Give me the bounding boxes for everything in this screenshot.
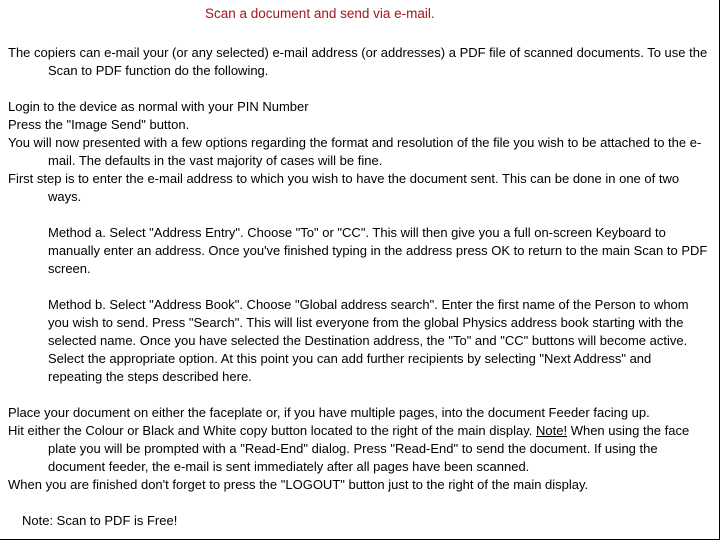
copy-button-text: Hit either the Colour or Black and White copy button located to the right of the main display.: [8, 423, 536, 438]
step-image-send: Press the "Image Send" button.: [8, 117, 190, 132]
free-note: Note: Scan to PDF is Free!: [22, 513, 178, 528]
step-hit-copy-button: [8, 422, 708, 476]
method-a-paragraph: Method a. Select "Address Entry". Choose "To" or "CC". This will then give you a full on-screen Keyboard to manually enter an address. Once you've finished typing in the address press OK to return to the main Scan to PDF screen.: [48, 225, 708, 276]
document-body: [8, 44, 708, 530]
step-place-document: Place your document on either the faceplate or, if you have multiple pages, into the document Feeder facing up.: [8, 405, 650, 420]
step-options: You will now presented with a few options regarding the format and resolution of the file you wish to be attached to the e-mail. The defaults in the vast majority of cases will be fine.: [8, 135, 702, 168]
step-enter-address: First step is to enter the e-mail address to which you wish to have the document sent. This can be done in one of two ways.: [8, 171, 680, 204]
step-login: Login to the device as normal with your PIN Number: [8, 99, 309, 114]
intro-paragraph: The copiers can e-mail your (or any selected) e-mail address (or addresses) a PDF file of scanned documents. To use the Scan to PDF function do the following.: [8, 45, 708, 78]
read-end-text: When using the face plate you will be prompted with a "Read-End" dialog. Press "Read-End" to send the document. If using the document feeder, the e-mail is sent immediately after all pages have been scanned.: [48, 423, 690, 474]
document-title: Scan a document and send via e-mail.: [205, 6, 435, 21]
step-logout: When you are finished don't forget to press the "LOGOUT" button just to the right of the main display.: [8, 477, 589, 492]
method-b-paragraph: Method b. Select "Address Book". Choose "Global address search". Enter the first name of the Person to whom you wish to send. Press "Search". This will list everyone from the global Physics address book starting with the selected name. Once you have selected the Destination address, the "To" and "CC" buttons will become active. Select the appropriate option. At this point you can add further recipients by selecting "Next Address" and repeating the steps described here.: [48, 297, 689, 384]
note-emphasis: Note!: [536, 423, 568, 438]
